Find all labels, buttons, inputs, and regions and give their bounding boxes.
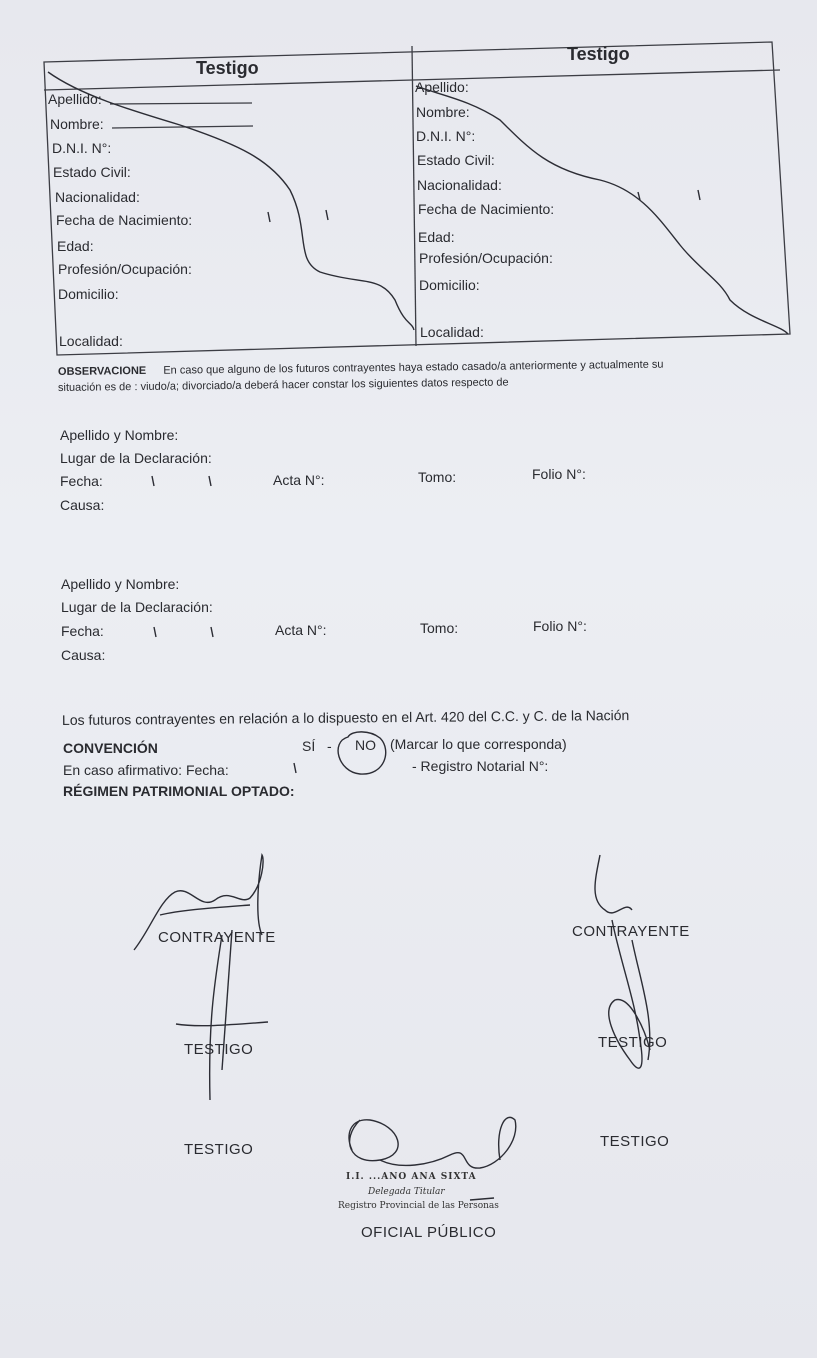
decl2-acta: Acta N°: xyxy=(275,622,327,638)
right-field-apellido: Apellido: xyxy=(415,79,469,95)
right-field-profesion: Profesión/Ocupación: xyxy=(419,250,553,266)
convention-dash: - xyxy=(327,738,332,754)
convention-instruction: (Marcar lo que corresponda) xyxy=(390,736,567,752)
convention-no: NO xyxy=(355,737,376,753)
decl1-tomo: Tomo: xyxy=(418,469,457,485)
decl1-causa: Causa: xyxy=(60,497,105,513)
right-field-estado-civil: Estado Civil: xyxy=(417,152,495,168)
left-field-fecha-nacimiento: Fecha de Nacimiento: xyxy=(56,212,193,228)
testigo-right-2-label: TESTIGO xyxy=(600,1133,670,1150)
convention-regimen: RÉGIMEN PATRIMONIAL OPTADO: xyxy=(63,783,295,799)
convention-label: CONVENCIÓN xyxy=(63,740,158,756)
stamp-line1: I.I. ...ANO ANA SIXTA xyxy=(346,1172,477,1182)
decl2-causa: Causa: xyxy=(61,647,106,663)
right-field-edad: Edad: xyxy=(418,229,455,245)
right-field-nacionalidad: Nacionalidad: xyxy=(417,177,502,193)
decl2-apellido: Apellido y Nombre: xyxy=(61,576,180,592)
decl2-folio: Folio N°: xyxy=(533,618,587,634)
right-field-fecha-nacimiento: Fecha de Nacimiento: xyxy=(418,201,555,217)
oficial-publico-label: OFICIAL PÚBLICO xyxy=(361,1224,497,1241)
convention-si: SÍ xyxy=(302,738,316,754)
right-witness-title: Testigo xyxy=(567,44,630,64)
observaciones-text-2: situación es de : viudo/a; divorciado/a deberá hacer constar los siguientes datos respecto de xyxy=(57,376,509,394)
right-field-domicilio: Domicilio: xyxy=(419,277,480,293)
left-field-dni: D.N.I. N°: xyxy=(52,140,112,156)
decl2-fecha: Fecha: xyxy=(61,623,104,639)
convention-intro: Los futuros contrayentes en relación a lo dispuesto en el Art. 420 del C.C. y C. de la Nación xyxy=(61,707,630,728)
left-field-estado-civil: Estado Civil: xyxy=(53,164,131,180)
stamp-line2: Delegada Titular xyxy=(368,1187,445,1197)
stamp-line3: Registro Provincial de las Personas xyxy=(338,1201,499,1211)
testigo-right-1-label: TESTIGO xyxy=(598,1034,668,1051)
left-field-edad: Edad: xyxy=(57,238,94,254)
decl1-lugar: Lugar de la Declaración: xyxy=(60,450,212,466)
left-field-profesion: Profesión/Ocupación: xyxy=(58,261,192,277)
left-witness-title: Testigo xyxy=(196,58,259,78)
left-field-nombre: Nombre: xyxy=(50,116,104,132)
observaciones-text-1: En caso que alguno de los futuros contrayentes haya estado casado/a anteriormente y actualmente su xyxy=(163,358,664,377)
right-field-dni: D.N.I. N°: xyxy=(416,128,476,144)
testigo-left-1-label: TESTIGO xyxy=(184,1041,254,1058)
left-field-nacionalidad: Nacionalidad: xyxy=(55,189,140,205)
left-field-domicilio: Domicilio: xyxy=(58,286,119,302)
convention-affirmative: En caso afirmativo: Fecha: xyxy=(63,762,229,778)
observaciones-label: OBSERVACIONE xyxy=(57,364,147,378)
decl2-tomo: Tomo: xyxy=(420,620,459,636)
testigo-left-2-label: TESTIGO xyxy=(184,1141,254,1158)
left-field-localidad: Localidad: xyxy=(59,333,123,349)
decl2-lugar: Lugar de la Declaración: xyxy=(61,599,213,615)
right-field-localidad: Localidad: xyxy=(420,324,484,340)
contrayente-right-label: CONTRAYENTE xyxy=(572,923,690,940)
contrayente-left-label: CONTRAYENTE xyxy=(158,929,276,946)
left-field-apellido: Apellido: xyxy=(48,91,102,107)
decl1-fecha: Fecha: xyxy=(60,473,103,489)
convention-registro: - Registro Notarial N°: xyxy=(412,758,549,774)
decl1-acta: Acta N°: xyxy=(273,472,325,488)
decl1-folio: Folio N°: xyxy=(532,466,586,482)
right-field-nombre: Nombre: xyxy=(416,104,470,120)
decl1-apellido: Apellido y Nombre: xyxy=(60,427,179,443)
